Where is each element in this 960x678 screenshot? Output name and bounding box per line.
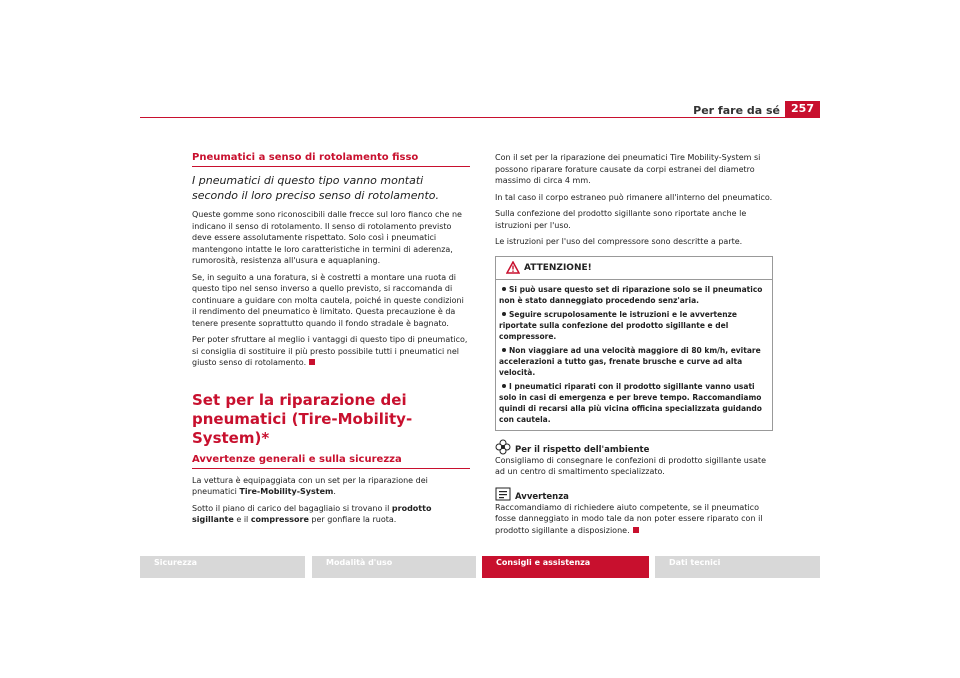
environment-heading	[495, 439, 773, 455]
footer-tab-usage[interactable]: Modalità d'uso	[312, 556, 476, 578]
paragraph-text: Per poter sfruttare al meglio i vantaggi di questo tipo di pneumatico, si consiglia di sostituire il più presto possibile tutti i pneumatici nel giusto senso di rotolamento.	[192, 335, 468, 367]
warning-item	[499, 284, 769, 306]
paragraph-text: Sotto il piano di carico del bagagliaio si trovano il	[192, 503, 392, 513]
bold-term: Tire-Mobility-System	[239, 487, 334, 496]
warning-body	[496, 280, 772, 430]
left-column	[192, 152, 470, 531]
paragraph-text: Raccomandiamo di richiedere aiuto competente, se il pneumatico fosse danneggiato in modo tale da non poter essere riparato con il prodotto sigillante a disposizione.	[495, 502, 763, 535]
paragraph: Le istruzioni per l'uso del compressore sono descritte a parte.	[495, 237, 743, 246]
warning-item-text: I pneumatici riparati con il prodotto sigillante vanno usati solo in casi di emergenza e per breve tempo. Raccomandiamo quindi di recarsi alla più vicina officina specializzata guidando con cautela.	[499, 381, 762, 424]
paragraph	[192, 334, 470, 369]
paragraph-text: La vettura è equipaggiata con un set per la riparazione dei pneumatici	[192, 475, 428, 496]
note-title: Avvertenza	[515, 491, 569, 502]
right-column	[495, 152, 773, 541]
bold-term: prodotto sigillante	[192, 503, 432, 524]
warning-item	[499, 381, 769, 425]
header-rule	[140, 117, 820, 118]
note-text	[495, 502, 773, 537]
paragraph: Se, in seguito a una foratura, si è costretti a montare una ruota di questo tipo nel senso inverso a quello previsto, si raccomanda di continuare a guidare con molta cautela, poiché in queste condizioni il rendimento del pneumatico è limitato. Questa precauzione è da tenere presente soprattutto quando il fondo stradale è bagnato.	[192, 272, 464, 328]
page-number: 257	[785, 101, 820, 117]
bullet-icon	[502, 287, 506, 291]
bold-term: compressore	[250, 515, 309, 524]
warning-item	[499, 309, 769, 342]
warning-triangle-icon	[506, 261, 520, 274]
bullet-icon	[502, 384, 506, 388]
paragraph	[192, 475, 470, 498]
paragraph: Sulla confezione del prodotto sigillante sono riportate anche le istruzioni per l'uso.	[495, 209, 747, 230]
environment-text: Consigliamo di consegnare le confezioni di prodotto sigillante usate ad un centro di smaltimento specializzato.	[495, 455, 766, 476]
paragraph-text: per gonfiare la ruota.	[308, 515, 397, 524]
warning-header	[496, 257, 772, 280]
paragraph-text: e il	[233, 515, 251, 524]
footer-tab-technical[interactable]: Dati tecnici	[655, 556, 820, 578]
warning-box	[495, 256, 773, 431]
warning-title: ATTENZIONE!	[524, 262, 592, 273]
warning-item-text: Si può usare questo set di riparazione solo se il pneumatico non è stato danneggiato procedendo senz'aria.	[499, 284, 763, 305]
section-subtitle: I pneumatici di questo tipo vanno montati secondo il loro preciso senso di rotolamento.	[192, 174, 439, 202]
end-mark-icon	[309, 359, 315, 365]
bullet-icon	[502, 312, 506, 316]
paragraph-text: .	[333, 487, 336, 496]
warning-item	[499, 345, 769, 378]
section-heading-rotation: Pneumatici a senso di rotolamento fisso	[192, 152, 470, 167]
warning-item-text: Seguire scrupolosamente le istruzioni e le avvertenze riportate sulla confezione del prodotto sigillante e del compressore.	[499, 309, 737, 341]
paragraph: Con il set per la riparazione dei pneumatici Tire Mobility-System si possono riparare forature causate da corpi estranei del diametro massimo di circa 4 mm.	[495, 153, 761, 185]
footer-tab-advice[interactable]: Consigli e assistenza	[482, 556, 649, 578]
bullet-icon	[502, 348, 506, 352]
footer-tab-safety[interactable]: Sicurezza	[140, 556, 305, 578]
note-icon	[495, 486, 511, 502]
header-title: Per fare da sé	[693, 104, 780, 117]
environment-title: Per il rispetto dell'ambiente	[515, 444, 650, 455]
section-heading-safety: Avvertenze generali e sulla sicurezza	[192, 454, 470, 469]
end-mark-icon	[633, 527, 639, 533]
flower-icon	[495, 439, 511, 455]
paragraph: In tal caso il corpo estraneo può rimanere all'interno del pneumatico.	[495, 192, 773, 202]
warning-item-text: Non viaggiare ad una velocità maggiore di 80 km/h, evitare accelerazioni a tutto gas, frenate brusche e curve ad alta velocità.	[499, 345, 761, 377]
chapter-title: Set per la riparazione dei pneumatici (Tire-Mobility-System)*	[192, 390, 413, 447]
paragraph: Queste gomme sono riconoscibili dalle frecce sul loro fianco che ne indicano il senso di rotolamento. Il senso di rotolamento previsto deve essere assolutamente rispettato. Solo così i pneumatici mantengono intatte le loro caratteristiche in termini di aderenza, rumorosità, resistenza all'usura e aquaplaning.	[192, 210, 462, 265]
paragraph	[192, 503, 470, 526]
note-heading	[495, 486, 773, 502]
